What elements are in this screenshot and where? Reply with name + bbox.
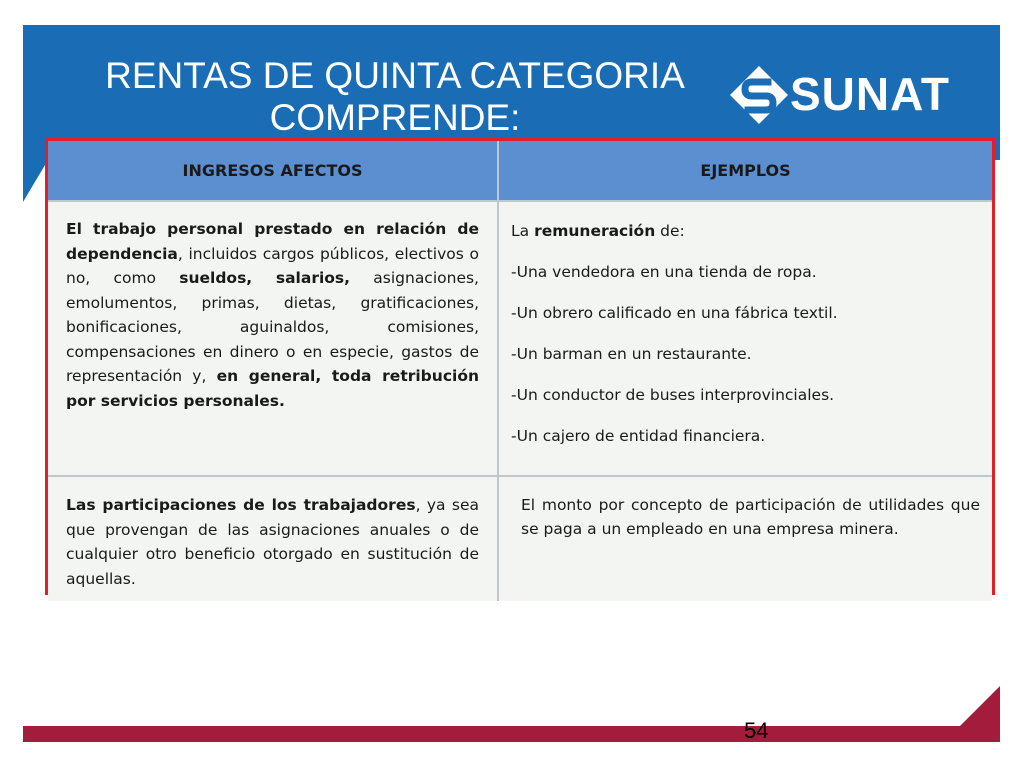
table-header-row: [48, 141, 992, 201]
examples-cell-participaciones: El monto por concepto de participación de utilidades que se paga a un empleado en una empresa minera.: [498, 476, 992, 601]
slide-title-line2: COMPRENDE:: [269, 97, 521, 138]
table-row: [48, 201, 992, 476]
income-text: , ya sea que provengan de las asignaciones anuales o de cualquier otro beneficio otorgado en sustitución de aquellas.: [66, 496, 479, 588]
income-text-bold: Las participaciones de los trabajadores: [66, 496, 416, 514]
column-header-ingresos: INGRESOS AFECTOS: [48, 141, 498, 201]
footer-band: [23, 726, 1000, 742]
sunat-emblem-icon: [728, 64, 790, 126]
slide-title-line1: RENTAS DE QUINTA CATEGORIA: [105, 55, 685, 96]
sunat-logo-text: SUNAT: [790, 68, 951, 120]
examples-intro-prefix: La: [511, 222, 535, 240]
table-row: [48, 476, 992, 601]
example-item: -Un barman en un restaurante.: [511, 345, 752, 363]
income-cell-trabajo: [48, 201, 498, 476]
income-text-bold: en general, toda retribución por servicios personales.: [66, 367, 479, 410]
examples-intro-suffix: de:: [655, 222, 685, 240]
income-table-frame: [45, 138, 995, 595]
income-text: asignaciones, emolumentos, primas, dietas, gratificaciones, bonificaciones, aguinaldos, comisiones, compensaciones en dinero o en especie, gastos de representación y,: [66, 269, 479, 385]
examples-intro-bold: remuneración: [534, 222, 656, 240]
income-text-bold: sueldos, salarios,: [179, 269, 351, 287]
example-item: -Un conductor de buses interprovinciales.: [511, 386, 835, 404]
income-table: [48, 141, 992, 601]
example-item: -Un obrero calificado en una fábrica textil.: [511, 304, 838, 322]
example-item: -Un cajero de entidad financiera.: [511, 427, 766, 445]
slide-title: [60, 55, 730, 139]
footer-band-wedge: [958, 686, 1000, 728]
examples-intro: [511, 219, 982, 243]
income-cell-participaciones: [48, 476, 498, 601]
column-header-ejemplos: EJEMPLOS: [498, 141, 992, 201]
income-text: , incluidos cargos públicos, electivos o no, como: [66, 244, 479, 287]
sunat-logo: [728, 60, 978, 130]
examples-cell-remuneracion: [498, 201, 992, 476]
example-item: -Una vendedora en una tienda de ropa.: [511, 263, 817, 281]
income-text-bold: El trabajo personal prestado en relación de dependencia: [66, 220, 479, 263]
page-number: 54: [744, 718, 769, 743]
